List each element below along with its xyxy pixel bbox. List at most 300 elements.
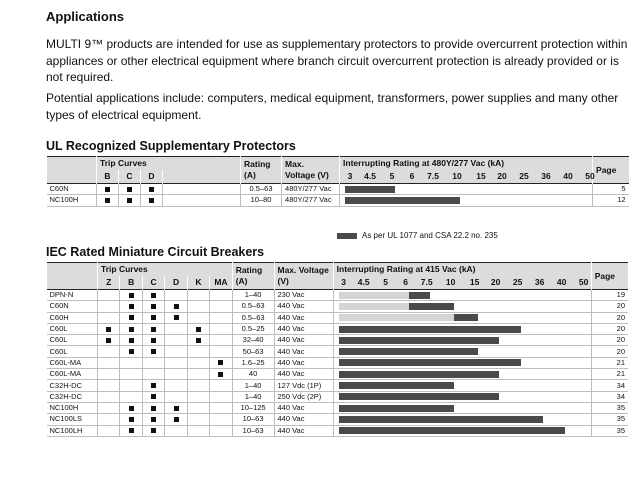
interrupting-cell xyxy=(333,323,591,334)
curve-mark-icon xyxy=(151,315,156,320)
curve-mark-icon xyxy=(151,394,156,399)
curve-cell xyxy=(187,380,209,391)
curve-mark-icon xyxy=(151,349,156,354)
scale-tick-label: 6 xyxy=(409,170,415,181)
scale-tick-label: 10 xyxy=(445,276,456,287)
ul-trip-curves-header: Trip Curves xyxy=(97,157,241,171)
iec-interrupting-header: Interrupting Rating at 415 Vac (kA) xyxy=(333,263,591,277)
interrupting-bars xyxy=(337,426,588,436)
curve-cell xyxy=(142,425,164,436)
ul-scale xyxy=(340,170,595,183)
iec-curve-d-header: D xyxy=(165,276,187,290)
table-row xyxy=(47,323,629,334)
rating-cell: 1–40 xyxy=(232,290,274,301)
interrupting-bar-light xyxy=(339,314,454,321)
curve-mark-icon xyxy=(127,187,132,192)
table-row xyxy=(47,335,629,346)
interrupting-bars xyxy=(337,335,588,345)
curve-cell xyxy=(187,391,209,402)
product-name: C60L xyxy=(47,335,98,346)
rating-cell: 0.5–63 xyxy=(232,312,274,323)
curve-cell xyxy=(165,323,187,334)
table-row xyxy=(47,195,629,206)
curve-cell xyxy=(210,357,233,368)
interrupting-bars xyxy=(337,414,588,424)
scale-tick-label: 3 xyxy=(347,170,353,181)
curve-mark-icon xyxy=(106,327,111,332)
curve-cell xyxy=(210,402,233,413)
product-name: NC100LH xyxy=(47,425,98,436)
ul-rating-header: Rating (A) xyxy=(241,157,282,184)
rating-cell: 10–125 xyxy=(232,402,274,413)
curve-cell xyxy=(120,346,142,357)
interrupting-bar xyxy=(409,292,430,299)
curve-cell xyxy=(187,301,209,312)
rating-cell: 1.6–25 xyxy=(232,357,274,368)
voltage-cell: 440 Vac xyxy=(274,357,333,368)
curve-mark-icon xyxy=(129,304,134,309)
iec-page-header: Page xyxy=(591,263,628,290)
interrupting-bars xyxy=(343,184,589,194)
curve-mark-icon xyxy=(174,315,179,320)
interrupting-bar xyxy=(339,371,499,378)
curve-mark-icon xyxy=(196,327,201,332)
table-row xyxy=(47,414,629,425)
scale-tick-label: 40 xyxy=(563,170,573,181)
interrupting-cell xyxy=(333,380,591,391)
curve-cell xyxy=(98,369,120,380)
curve-cell xyxy=(165,335,187,346)
iec-curve-ma-header: MA xyxy=(210,276,233,290)
interrupting-cell xyxy=(333,290,591,301)
scale-tick-label: 15 xyxy=(476,170,486,181)
curve-mark-icon xyxy=(127,198,132,203)
curve-cell xyxy=(210,290,233,301)
rating-cell: 0.5–63 xyxy=(241,184,282,195)
curve-mark-icon xyxy=(151,327,156,332)
voltage-cell: 480Y/277 Vac xyxy=(282,184,340,195)
curve-cell xyxy=(142,380,164,391)
rating-cell: 10–80 xyxy=(241,195,282,206)
rating-cell: 32–40 xyxy=(232,335,274,346)
scale-tick-label: 7.5 xyxy=(420,276,433,287)
ul-protectors-table xyxy=(46,156,629,207)
curve-cell xyxy=(165,414,187,425)
interrupting-bar xyxy=(339,416,543,423)
scale-tick-label: 50 xyxy=(585,170,595,181)
table-row xyxy=(47,312,629,323)
product-name: NC100LS xyxy=(47,414,98,425)
curve-cell xyxy=(187,425,209,436)
scale-tick-label: 25 xyxy=(519,170,529,181)
curve-mark-icon xyxy=(129,327,134,332)
curve-cell xyxy=(165,290,187,301)
curve-cell xyxy=(210,425,233,436)
curve-cell xyxy=(142,414,164,425)
curve-cell xyxy=(163,184,241,195)
interrupting-bar xyxy=(339,382,454,389)
curve-cell xyxy=(142,357,164,368)
iec-voltage-header: Max. Voltage (V) xyxy=(274,263,333,290)
curve-cell xyxy=(210,369,233,380)
page-cell: 34 xyxy=(591,391,628,402)
product-name: C32H-DC xyxy=(47,380,98,391)
scale-tick-label: 7.5 xyxy=(427,170,439,181)
iec-scale-header xyxy=(333,276,591,290)
product-name: C60L xyxy=(47,346,98,357)
product-name: C60N xyxy=(47,301,98,312)
ul-curve-b-header: B xyxy=(97,170,119,184)
curve-cell xyxy=(187,414,209,425)
curve-mark-icon xyxy=(129,417,134,422)
table-row xyxy=(47,346,629,357)
curve-cell xyxy=(98,323,120,334)
applications-paragraph-2: Potential applications include: computers, medical equipment, transformers, power supplies and many other types of electrical equipment. xyxy=(46,91,619,122)
curve-cell xyxy=(210,346,233,357)
curve-cell xyxy=(165,301,187,312)
rating-cell: 50–63 xyxy=(232,346,274,357)
iec-trip-curves-header: Trip Curves xyxy=(98,263,233,277)
page-cell: 20 xyxy=(591,312,628,323)
curve-mark-icon xyxy=(105,187,110,192)
page-cell: 12 xyxy=(593,195,629,206)
scale-tick-label: 20 xyxy=(490,276,501,287)
ul-curve-d-header: D xyxy=(141,170,163,184)
curve-cell xyxy=(210,323,233,334)
curve-cell xyxy=(98,357,120,368)
interrupting-bar-light xyxy=(339,303,409,310)
iec-scale xyxy=(334,277,591,289)
curve-mark-icon xyxy=(196,338,201,343)
curve-cell xyxy=(97,195,119,206)
curve-mark-icon xyxy=(105,198,110,203)
curve-cell xyxy=(120,391,142,402)
interrupting-bars xyxy=(337,290,588,300)
curve-cell xyxy=(120,414,142,425)
curve-cell xyxy=(187,312,209,323)
product-name: NC100H xyxy=(47,195,97,206)
interrupting-bars xyxy=(337,358,588,368)
curve-mark-icon xyxy=(129,349,134,354)
curve-cell xyxy=(142,402,164,413)
curve-cell xyxy=(210,391,233,402)
ul-page-header: Page xyxy=(593,157,629,184)
iec-curve-z-header: Z xyxy=(98,276,120,290)
scale-tick-label: 10 xyxy=(452,170,462,181)
voltage-cell: 230 Vac xyxy=(274,290,333,301)
curve-mark-icon xyxy=(218,372,223,377)
curve-cell xyxy=(120,290,142,301)
voltage-cell: 480Y/277 Vac xyxy=(282,195,340,206)
product-name: C60H xyxy=(47,312,98,323)
curve-cell xyxy=(187,335,209,346)
scale-tick-label: 20 xyxy=(497,170,507,181)
interrupting-bar-light xyxy=(339,292,409,299)
applications-heading: Applications xyxy=(46,9,125,24)
table-row xyxy=(47,290,629,301)
curve-cell xyxy=(98,402,120,413)
interrupting-bars xyxy=(337,381,588,391)
curve-cell xyxy=(98,425,120,436)
curve-cell xyxy=(98,414,120,425)
product-name: C60N xyxy=(47,184,97,195)
curve-cell xyxy=(165,402,187,413)
interrupting-bar xyxy=(339,405,454,412)
table-row xyxy=(47,425,629,436)
iec-breakers-table xyxy=(46,262,628,437)
page-cell: 35 xyxy=(591,425,628,436)
page-cell: 35 xyxy=(591,414,628,425)
page-cell: 21 xyxy=(591,369,628,380)
table-row xyxy=(47,301,629,312)
curve-mark-icon xyxy=(149,187,154,192)
curve-mark-icon xyxy=(129,406,134,411)
iec-section-title: IEC Rated Miniature Circuit Breakers xyxy=(46,245,265,259)
curve-cell xyxy=(210,335,233,346)
interrupting-bars xyxy=(337,301,588,311)
interrupting-cell xyxy=(333,369,591,380)
scale-tick-label: 4.5 xyxy=(364,170,376,181)
ul-interrupting-header: Interrupting Rating at 480Y/277 Vac (kA) xyxy=(340,157,593,171)
curve-cell xyxy=(120,369,142,380)
curve-cell xyxy=(98,335,120,346)
interrupting-bar xyxy=(339,427,565,434)
curve-cell xyxy=(142,301,164,312)
table-row xyxy=(47,369,629,380)
rating-cell: 1–40 xyxy=(232,391,274,402)
interrupting-cell xyxy=(333,312,591,323)
curve-mark-icon xyxy=(218,360,223,365)
voltage-cell: 440 Vac xyxy=(274,425,333,436)
ul-name-header xyxy=(47,157,97,184)
page-cell: 19 xyxy=(591,290,628,301)
curve-cell xyxy=(165,346,187,357)
product-name: NC100H xyxy=(47,402,98,413)
curve-mark-icon xyxy=(151,383,156,388)
page-cell: 34 xyxy=(591,380,628,391)
voltage-cell: 440 Vac xyxy=(274,312,333,323)
iec-curve-c-header: C xyxy=(142,276,164,290)
interrupting-bar xyxy=(339,393,499,400)
curve-cell xyxy=(142,312,164,323)
curve-cell xyxy=(120,402,142,413)
curve-cell xyxy=(142,290,164,301)
page-cell: 20 xyxy=(591,301,628,312)
curve-cell xyxy=(165,357,187,368)
interrupting-bar xyxy=(345,197,460,204)
curve-cell xyxy=(120,380,142,391)
iec-rating-header: Rating (A) xyxy=(232,263,274,290)
interrupting-cell xyxy=(333,414,591,425)
scale-tick-label: 40 xyxy=(556,276,567,287)
ul-section-title: UL Recognized Supplementary Protectors xyxy=(46,139,296,153)
ul-curve-blank-header xyxy=(163,170,241,184)
voltage-cell: 127 Vdc (1P) xyxy=(274,380,333,391)
curve-cell xyxy=(98,346,120,357)
curve-mark-icon xyxy=(174,406,179,411)
product-name: DPN-N xyxy=(47,290,98,301)
scale-tick-label: 36 xyxy=(534,276,545,287)
curve-mark-icon xyxy=(174,304,179,309)
curve-cell xyxy=(210,312,233,323)
legend-text: As per UL 1077 and CSA 22.2 no. 235 xyxy=(362,231,498,240)
voltage-cell: 440 Vac xyxy=(274,414,333,425)
rating-cell: 1–40 xyxy=(232,380,274,391)
table-row xyxy=(47,184,629,195)
curve-cell xyxy=(142,323,164,334)
interrupting-cell xyxy=(333,301,591,312)
interrupting-bars xyxy=(343,195,589,205)
curve-cell xyxy=(120,323,142,334)
table-row xyxy=(47,380,629,391)
interrupting-cell xyxy=(333,346,591,357)
voltage-cell: 250 Vdc (2P) xyxy=(274,391,333,402)
ul-table-body xyxy=(47,184,629,207)
interrupting-cell xyxy=(340,195,593,206)
iec-name-header xyxy=(47,263,98,290)
interrupting-cell xyxy=(333,425,591,436)
scale-tick-label: 5 xyxy=(383,276,389,287)
curve-mark-icon xyxy=(106,338,111,343)
curve-cell xyxy=(163,195,241,206)
interrupting-bar xyxy=(339,337,499,344)
curve-cell xyxy=(120,335,142,346)
product-name: C60L xyxy=(47,323,98,334)
curve-cell xyxy=(142,335,164,346)
page-cell: 20 xyxy=(591,323,628,334)
interrupting-bars xyxy=(337,324,588,334)
table-row xyxy=(47,391,629,402)
scale-tick-label: 50 xyxy=(578,276,589,287)
interrupting-bar xyxy=(454,314,478,321)
interrupting-bar xyxy=(339,348,478,355)
iec-table-body xyxy=(47,290,629,437)
ul-voltage-header: Max. Voltage (V) xyxy=(282,157,340,184)
curve-cell xyxy=(165,380,187,391)
curve-cell xyxy=(119,195,141,206)
rating-cell: 10–63 xyxy=(232,414,274,425)
curve-cell xyxy=(98,290,120,301)
curve-cell xyxy=(210,380,233,391)
voltage-cell: 440 Vac xyxy=(274,335,333,346)
curve-mark-icon xyxy=(149,198,154,203)
interrupting-bar xyxy=(339,359,521,366)
curve-cell xyxy=(141,184,163,195)
scale-tick-label: 15 xyxy=(469,276,480,287)
voltage-cell: 440 Vac xyxy=(274,369,333,380)
curve-cell xyxy=(120,357,142,368)
curve-cell xyxy=(97,184,119,195)
curve-mark-icon xyxy=(129,315,134,320)
curve-cell xyxy=(98,380,120,391)
interrupting-cell xyxy=(333,335,591,346)
legend-swatch xyxy=(337,233,357,239)
interrupting-bar xyxy=(345,186,395,193)
curve-cell xyxy=(98,391,120,402)
curve-cell xyxy=(187,402,209,413)
page-cell: 35 xyxy=(591,402,628,413)
curve-cell xyxy=(120,312,142,323)
curve-mark-icon xyxy=(174,417,179,422)
interrupting-bars xyxy=(337,392,588,402)
curve-cell xyxy=(165,312,187,323)
curve-cell xyxy=(187,346,209,357)
curve-mark-icon xyxy=(151,304,156,309)
scale-tick-label: 36 xyxy=(541,170,551,181)
voltage-cell: 440 Vac xyxy=(274,301,333,312)
interrupting-bar xyxy=(409,303,454,310)
curve-cell xyxy=(142,391,164,402)
rating-cell: 40 xyxy=(232,369,274,380)
product-name: C60L-MA xyxy=(47,357,98,368)
iec-curve-b-header: B xyxy=(120,276,142,290)
curve-cell xyxy=(120,301,142,312)
ul-scale-header xyxy=(340,170,593,184)
scale-tick-label: 25 xyxy=(512,276,523,287)
curve-cell xyxy=(165,391,187,402)
rating-cell: 0.5–25 xyxy=(232,323,274,334)
interrupting-bars xyxy=(337,313,588,323)
interrupting-cell xyxy=(333,402,591,413)
curve-mark-icon xyxy=(151,338,156,343)
voltage-cell: 440 Vac xyxy=(274,346,333,357)
table-row xyxy=(47,402,629,413)
page-cell: 21 xyxy=(591,357,628,368)
interrupting-cell xyxy=(333,357,591,368)
scale-tick-label: 6 xyxy=(403,276,409,287)
curve-mark-icon xyxy=(151,417,156,422)
interrupting-cell xyxy=(340,184,593,195)
curve-cell xyxy=(141,195,163,206)
curve-cell xyxy=(98,301,120,312)
ul-legend xyxy=(337,231,498,240)
iec-curve-k-header: K xyxy=(187,276,209,290)
curve-cell xyxy=(210,301,233,312)
curve-cell xyxy=(142,369,164,380)
rating-cell: 10–63 xyxy=(232,425,274,436)
scale-tick-label: 4.5 xyxy=(357,276,370,287)
voltage-cell: 440 Vac xyxy=(274,402,333,413)
curve-cell xyxy=(187,369,209,380)
curve-cell xyxy=(98,312,120,323)
curve-cell xyxy=(187,323,209,334)
table-row xyxy=(47,357,629,368)
curve-cell xyxy=(187,290,209,301)
curve-mark-icon xyxy=(151,293,156,298)
voltage-cell: 440 Vac xyxy=(274,323,333,334)
curve-mark-icon xyxy=(129,428,134,433)
curve-mark-icon xyxy=(151,406,156,411)
curve-cell xyxy=(165,425,187,436)
scale-tick-label: 5 xyxy=(389,170,395,181)
curve-cell xyxy=(119,184,141,195)
interrupting-cell xyxy=(333,391,591,402)
curve-cell xyxy=(187,357,209,368)
interrupting-bars xyxy=(337,403,588,413)
product-name: C32H-DC xyxy=(47,391,98,402)
applications-paragraph-1: MULTI 9™ products are intended for use as supplementary protectors to provide overcurrent protection within appliances or other electrical equipment where branch circuit overcurrent protection is already provided or is not required. xyxy=(46,37,628,84)
curve-cell xyxy=(142,346,164,357)
curve-cell xyxy=(120,425,142,436)
curve-cell xyxy=(210,414,233,425)
curve-cell xyxy=(165,369,187,380)
ul-curve-c-header: C xyxy=(119,170,141,184)
page-cell: 5 xyxy=(593,184,629,195)
curve-mark-icon xyxy=(129,338,134,343)
scale-tick-label: 3 xyxy=(341,276,347,287)
curve-mark-icon xyxy=(129,293,134,298)
curve-mark-icon xyxy=(151,428,156,433)
